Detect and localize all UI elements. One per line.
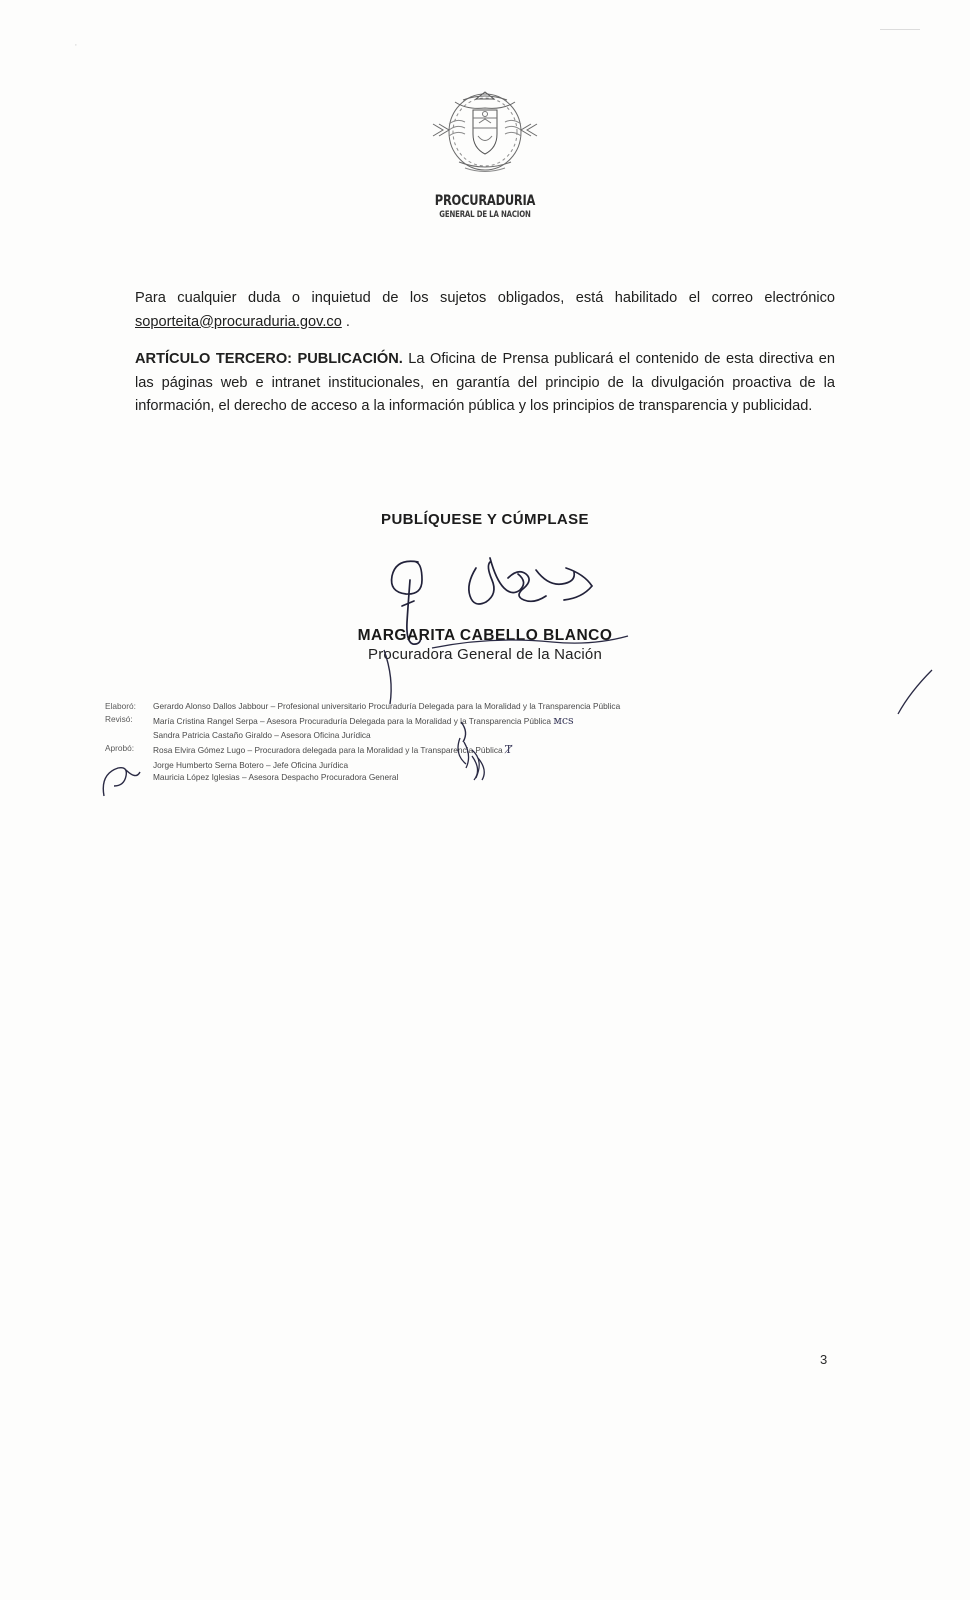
paragraph-contact-tail: .: [341, 313, 350, 330]
page-number: 3: [820, 1352, 828, 1367]
support-email-link[interactable]: soporteita@procuraduria.gov.co: [135, 313, 342, 330]
approval-name: [153, 742, 895, 759]
approval-name-text: Rosa Elvira Gómez Lugo – Procuradora delegada para la Moralidad y la Transparencia Pública: [153, 744, 503, 755]
approval-name: Mauricia López Iglesias – Asesora Despacho Procuradora General: [153, 772, 399, 783]
organization-subtitle: GENERAL DE LA NACION: [439, 210, 531, 220]
approval-role: Elaboró:: [105, 701, 136, 711]
paragraph-contact-text: Para cualquier duda o inquietud de los sujetos obligados, está habilitado el correo electrónico: [135, 290, 835, 306]
letterhead: [0, 84, 970, 220]
approval-initial-mark: Ⱦ: [504, 742, 513, 756]
approval-initial-mark: мсѕ: [553, 713, 574, 727]
scan-artifact-top-right: [880, 28, 920, 30]
approval-row: [105, 742, 895, 759]
signer-name: MARGARITA CABELLO BLANCO: [357, 627, 613, 644]
approval-row: [105, 713, 895, 730]
approval-role: Aprobó:: [105, 742, 135, 753]
approval-row: [105, 700, 895, 713]
approval-name: Sandra Patricia Castaño Giraldo – Asesora Oficina Jurídica: [153, 730, 371, 741]
colombia-coat-of-arms-icon: [425, 84, 545, 184]
approval-role: Revisó:: [105, 713, 133, 724]
crest-wrap: [425, 84, 545, 184]
approval-name: [153, 713, 895, 730]
scan-artifact-top-left: ·: [74, 39, 78, 51]
paragraph-contact: [135, 287, 835, 334]
organization-name: PROCURADURIA: [434, 193, 536, 209]
signer-block: [0, 627, 970, 663]
approval-name: Jorge Humberto Serna Botero – Jefe Oficina Jurídica: [153, 759, 349, 770]
closing-formula: PUBLÍQUESE Y CÚMPLASE: [381, 511, 589, 528]
paragraph-article-third: [135, 348, 835, 419]
article-third-body: La Oficina de Prensa publicará el contenido de esta directiva en las páginas web e intranet institucionales, en garantía del principio de la divulgación proactiva de la información, el derecho de acceso a la información pública y los principios de transparencia y publicidad.: [135, 351, 835, 415]
approval-name-text: María Cristina Rangel Serpa – Asesora Procuraduría Delegada para la Moralidad y la Transparencia Pública: [153, 715, 552, 726]
approvals-block: [105, 700, 895, 784]
signer-title: Procuradora General de la Nación: [367, 646, 603, 663]
approval-name: Gerardo Alonso Dallos Jabbour – Profesional universitario Procuraduría Delegada para la Moralidad y la Transparencia Pública: [153, 701, 621, 711]
article-third-label: ARTÍCULO TERCERO: PUBLICACIÓN.: [135, 351, 403, 367]
